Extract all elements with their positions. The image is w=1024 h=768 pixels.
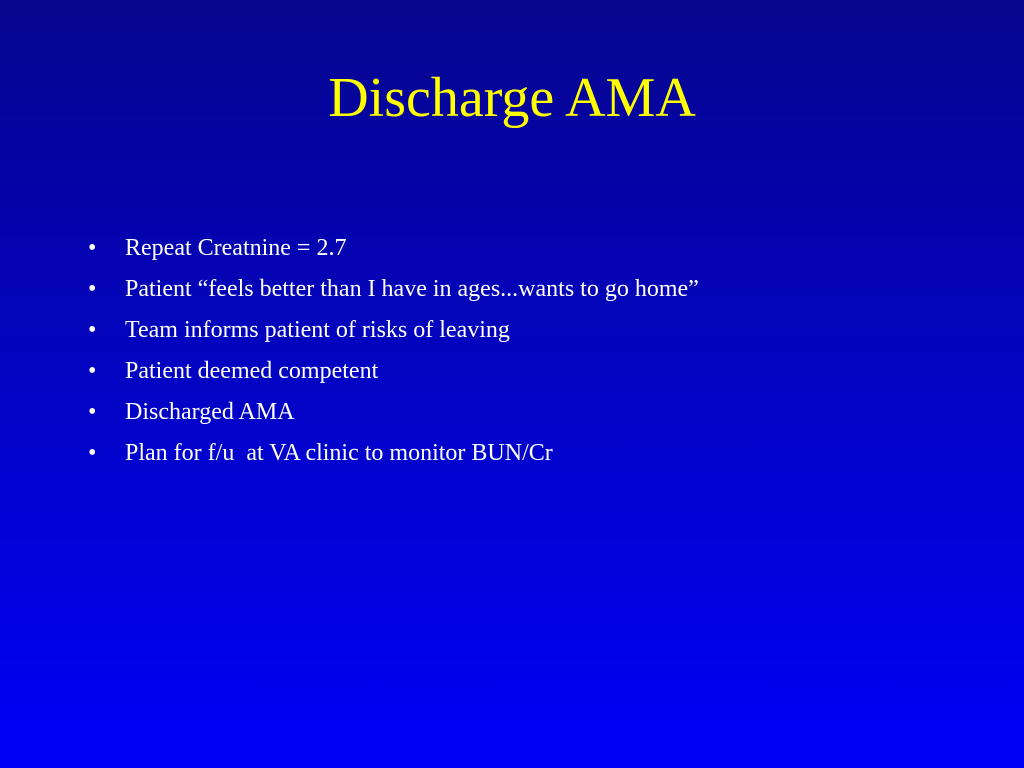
bullet-text: Patient “feels better than I have in ages...wants to go home”: [125, 276, 699, 302]
bullet-item: [88, 310, 699, 351]
bullet-text: Patient deemed competent: [125, 358, 379, 384]
bullet-item: [88, 228, 699, 269]
bullet-text: Discharged AMA: [125, 399, 295, 425]
bullet-text: Team informs patient of risks of leaving: [125, 317, 510, 343]
bullet-icon: •: [88, 235, 97, 261]
bullet-text: Repeat Creatnine = 2.7: [125, 235, 347, 261]
bullet-item: [88, 351, 699, 392]
bullet-icon: •: [88, 399, 97, 425]
bullet-icon: •: [88, 440, 97, 466]
bullet-icon: •: [88, 317, 97, 343]
bullet-item: [88, 269, 699, 310]
bullet-list: [88, 228, 699, 474]
bullet-icon: •: [88, 358, 97, 384]
bullet-item: [88, 433, 699, 474]
bullet-text: Plan for f/u at VA clinic to monitor BUN/Cr: [125, 440, 553, 466]
bullet-icon: •: [88, 276, 97, 302]
bullet-item: [88, 392, 699, 433]
slide-title: Discharge AMA: [328, 67, 696, 129]
